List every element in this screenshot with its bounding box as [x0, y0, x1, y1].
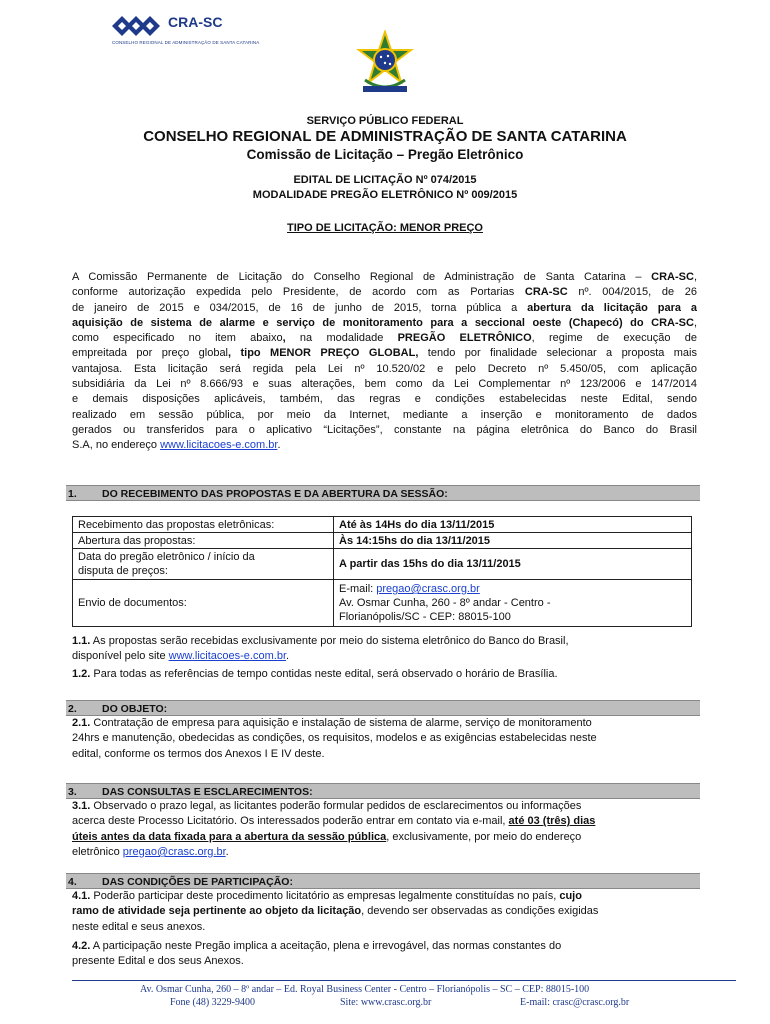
paragraph-4-1: 4.1. Poderão participar deste procedimento licitatório as empresas legalmente constituídas no país, cujo ramo de atividade seja pertinente ao objeto da licitação, devendo ser observadas as condições exigidas neste edital e seus anexos. — [72, 890, 599, 933]
section-1-header: 1. DO RECEBIMENTO DAS PROPOSTAS E DA ABERTURA DA SESSÃO: — [66, 485, 700, 501]
section-4-header: 4. DAS CONDIÇÕES DE PARTICIPAÇÃO: — [66, 873, 700, 889]
modalidade-heading: MODALIDADE PREGÃO ELETRÔNICO Nº 009/2015 — [252, 189, 518, 201]
footer-email: E-mail: crasc@crasc.org.br — [520, 997, 630, 1008]
logo-subtitle: CONSELHO REGIONAL DE ADMINISTRAÇÃO DE SANTA CATARINA — [112, 40, 260, 45]
table-row: Envio de documentos: E-mail: pregao@crasc.org.br Av. Osmar Cunha, 260 - 8º andar - Centro - Florianópolis/SC - CEP: 88015-100 — [73, 580, 692, 627]
licitacoes-link[interactable]: www.licitacoes-e.com.br — [160, 439, 278, 452]
footer-phone: Fone (48) 3229-9400 — [170, 997, 255, 1008]
table-row: Data do pregão eletrônico / início da disputa de preços: A partir das 15hs do dia 13/11/2015 — [73, 549, 692, 580]
paragraph-1-1: 1.1. As propostas serão recebidas exclusivamente por meio do sistema eletrônico do Banco do Brasil, disponível pelo site www.licitacoes-e.com.br. — [72, 635, 569, 663]
paragraph-3-1: 3.1. Observado o prazo legal, as licitantes poderão formular pedidos de esclarecimentos ou informações acerca deste Processo Licitatório. Os interessados poderão entrar em contato via e-mail, até 03 (três) dias úteis antes da data fixada para a abertura da sessão pública, exclusivamente, por meio do endereço eletrônico pregao@crasc.org.br. — [72, 800, 596, 858]
edital-heading: EDITAL DE LICITAÇÃO Nº 074/2015 — [293, 174, 477, 186]
section-3-header: 3. DAS CONSULTAS E ESCLARECIMENTOS: — [66, 783, 700, 799]
footer-divider — [72, 980, 736, 981]
service-heading: SERVIÇO PÚBLICO FEDERAL — [306, 115, 464, 127]
intro-paragraph: A Comissão Permanente de Licitação do Conselho Regional de Administração de Santa Catarina – CRA-SC, conforme autorização expedida pelo Presidente, de acordo com as Portarias CRA-SC nº. 004/2015, de 26 de janeiro de 2015 e 034/2015, de 16 de junho de 2015, torna pública a abertura da licitação para a aquisição de sistema de alarme e serviço de monitoramento para a seccional oeste (Chapecó) do CRA-SC, como especificado no item abaixo, na modalidade PREGÃO ELETRÔNICO, regime de execução de empreitada por preço global, tipo MENOR PREÇO GLOBAL, tendo por finalidade selecionar a proposta mais vantajosa. Esta licitação será regida pela Lei nº 10.520/02 e pelo Decreto nº 5.450/05, com aplicação subsidiária da Lei nº 8.666/93 e suas alterações, bem como da Lei Complementar nº 123/2006 e 147/2014 e demais disposições aplicáveis, também, das regras e condições estabelecidas neste Edital, sendo realizado em sessão pública, por meio da Internet, mediante a inserção e monitoramento de dados gerados ou transferidos para o aplicativo “Licitações”, constante na página eletrônica do Banco do Brasil S.A, no endereço www.licitacoes-e.com.br. — [72, 271, 697, 452]
table-row: Recebimento das propostas eletrônicas: Até às 14Hs do dia 13/11/2015 — [73, 517, 692, 533]
paragraph-4-2: 4.2. A participação neste Pregão implica a aceitação, plena e irrevogável, das normas constantes do presente Edital e dos seus Anexos. — [72, 940, 562, 968]
brazil-coat-of-arms-icon — [355, 30, 415, 98]
tipo-heading: TIPO DE LICITAÇÃO: MENOR PREÇO — [287, 222, 483, 234]
commission-heading: Comissão de Licitação – Pregão Eletrônico — [246, 147, 524, 162]
pregao-email-link-2[interactable]: pregao@crasc.org.br — [122, 845, 226, 858]
footer-address: Av. Osmar Cunha, 260 – 8º andar – Ed. Royal Business Center - Centro – Florianópolis – SC – CEP: 88015-100 — [140, 984, 590, 995]
table-row: Abertura das propostas: Às 14:15hs do dia 13/11/2015 — [73, 533, 692, 549]
paragraph-2-1: 2.1. Contratação de empresa para aquisição e instalação de sistema de alarme, serviço de monitoramento 24hrs e manutenção, obedecidas as condições, os requisitos, modelos e as exigências estabelecidas neste edital, conforme os termos dos Anexos I E IV deste. — [72, 717, 597, 760]
footer-site: Site: www.crasc.org.br — [340, 997, 432, 1008]
cra-logo-icon — [112, 14, 164, 38]
schedule-table — [72, 516, 692, 627]
cra-sc-logo — [112, 12, 262, 48]
section-2-header: 2. DO OBJETO: — [66, 700, 700, 716]
licitacoes-link-2[interactable]: www.licitacoes-e.com.br — [168, 650, 286, 663]
council-heading: CONSELHO REGIONAL DE ADMINISTRAÇÃO DE SANTA CATARINA — [143, 128, 627, 145]
logo-text: CRA-SC — [168, 14, 223, 30]
pregao-email-link[interactable]: pregao@crasc.org.br — [376, 583, 480, 595]
paragraph-1-2: 1.2. Para todas as referências de tempo contidas neste edital, será observado o horário de Brasília. — [72, 668, 558, 680]
